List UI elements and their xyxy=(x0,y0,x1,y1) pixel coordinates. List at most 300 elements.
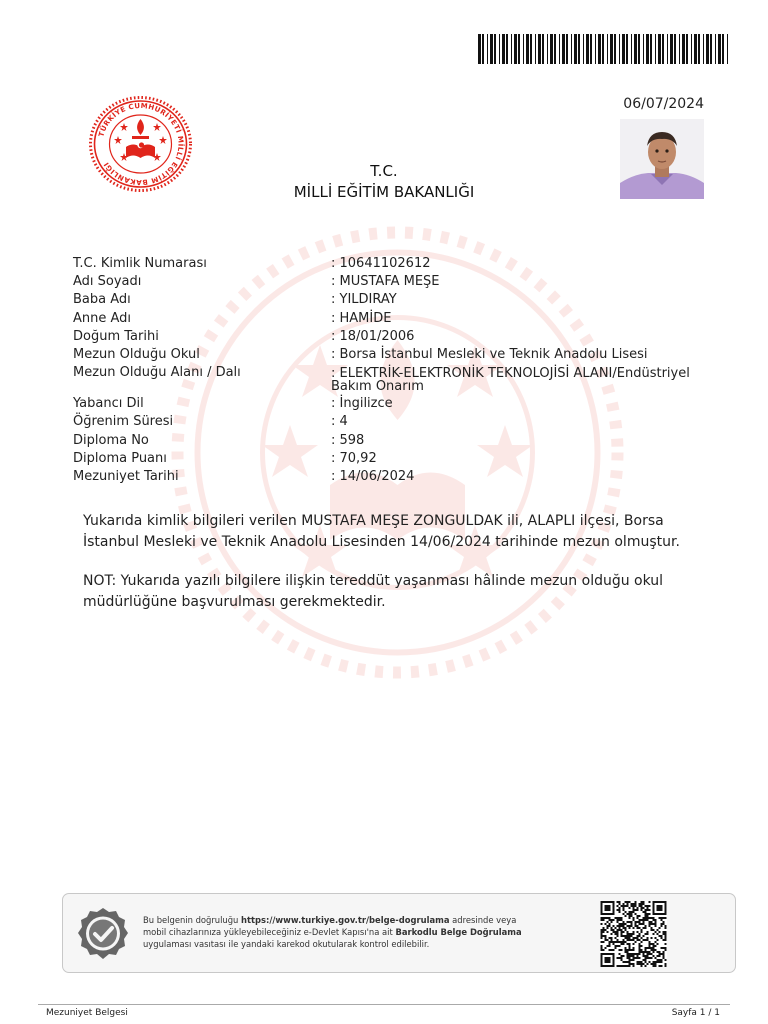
qr-module xyxy=(627,931,629,933)
qr-module xyxy=(643,921,645,923)
verification-qr-code[interactable] xyxy=(600,901,667,967)
qr-module xyxy=(633,903,635,905)
qr-module xyxy=(645,917,647,919)
qr-module xyxy=(665,949,667,951)
qr-module xyxy=(603,935,605,937)
qr-module xyxy=(659,927,661,929)
qr-module xyxy=(633,909,635,911)
qr-module xyxy=(617,931,619,933)
barcode-bar xyxy=(511,34,512,64)
qr-module xyxy=(651,923,653,925)
qr-module xyxy=(629,957,631,959)
verification-link[interactable]: https://www.turkiye.gov.tr/belge-dogrulama xyxy=(241,915,450,925)
qr-module xyxy=(655,963,657,965)
barcode-bar xyxy=(602,34,604,64)
qr-module xyxy=(623,903,625,905)
qr-module xyxy=(651,929,653,931)
qr-module xyxy=(641,937,643,939)
qr-module xyxy=(625,941,627,943)
qr-module xyxy=(621,941,623,943)
qr-module xyxy=(617,905,619,907)
qr-module xyxy=(633,943,635,945)
barcode-bar xyxy=(514,34,517,64)
qr-module xyxy=(655,931,657,933)
qr-module xyxy=(643,923,645,925)
qr-module xyxy=(611,927,613,929)
qr-module xyxy=(611,939,613,941)
qr-module xyxy=(627,953,629,955)
qr-module xyxy=(635,941,637,943)
qr-module xyxy=(633,931,635,933)
barcode-bar xyxy=(643,34,644,64)
qr-module xyxy=(645,961,647,963)
qr-module xyxy=(637,917,639,919)
qr-module xyxy=(645,933,647,935)
qr-module xyxy=(631,959,633,961)
qr-module xyxy=(623,961,625,963)
qr-module xyxy=(663,957,665,959)
info-label: Yabancı Dil xyxy=(73,396,144,412)
qr-module xyxy=(631,939,633,941)
qr-module xyxy=(625,937,627,939)
qr-module xyxy=(635,901,637,903)
barcode-bar xyxy=(574,34,577,64)
qr-module xyxy=(663,921,665,923)
qr-module xyxy=(637,935,639,937)
qr-module xyxy=(641,923,643,925)
qr-module xyxy=(605,939,607,941)
qr-module xyxy=(657,955,659,957)
qr-module xyxy=(649,909,651,911)
qr-module xyxy=(619,965,621,967)
qr-module xyxy=(659,953,661,955)
qr-module xyxy=(629,933,631,935)
barcode-bar xyxy=(499,34,500,64)
qr-module xyxy=(639,935,641,937)
qr-module xyxy=(653,929,655,931)
qr-module xyxy=(661,937,663,939)
qr-module xyxy=(643,953,645,955)
qr-module xyxy=(649,957,651,959)
barcode-bar xyxy=(607,34,608,64)
qr-module xyxy=(661,923,663,925)
qr-module xyxy=(657,905,663,911)
qr-module xyxy=(609,919,611,921)
info-value: : İngilizce xyxy=(331,396,393,412)
qr-module xyxy=(625,965,627,967)
qr-module xyxy=(637,909,639,911)
qr-module xyxy=(615,931,617,933)
qr-module xyxy=(655,945,657,947)
qr-module xyxy=(665,927,667,929)
qr-module xyxy=(605,917,607,919)
qr-module xyxy=(603,927,605,929)
qr-module xyxy=(613,931,615,933)
qr-module xyxy=(659,965,661,967)
info-value: : MUSTAFA MEŞE xyxy=(331,274,440,290)
qr-module xyxy=(607,927,609,929)
issue-date: 06/07/2024 xyxy=(623,96,704,112)
qr-module xyxy=(631,903,633,905)
info-value: : HAMİDE xyxy=(331,310,392,326)
document-header xyxy=(250,161,518,203)
qr-module xyxy=(653,949,655,951)
qr-module xyxy=(651,953,653,955)
qr-module xyxy=(607,939,609,941)
qr-module xyxy=(649,921,651,923)
qr-module xyxy=(623,923,625,925)
qr-module xyxy=(655,919,657,921)
qr-module xyxy=(643,951,645,953)
qr-module xyxy=(623,939,625,941)
qr-module xyxy=(607,917,609,919)
qr-module xyxy=(637,931,639,933)
qr-module xyxy=(637,937,639,939)
qr-module xyxy=(653,919,655,921)
barcode-bar xyxy=(571,34,572,64)
qr-module xyxy=(643,907,645,909)
qr-module xyxy=(601,937,603,939)
qr-module xyxy=(619,957,621,959)
qr-module xyxy=(619,907,621,909)
qr-module xyxy=(645,915,647,917)
qr-module xyxy=(605,923,607,925)
qr-module xyxy=(651,957,653,959)
qr-module xyxy=(611,921,613,923)
qr-module xyxy=(663,955,665,957)
qr-module xyxy=(625,929,627,931)
qr-module xyxy=(629,959,631,961)
qr-module xyxy=(627,933,629,935)
barcode-bar xyxy=(682,34,685,64)
qr-module xyxy=(625,915,627,917)
qr-module xyxy=(617,933,619,935)
qr-module xyxy=(615,945,617,947)
qr-module xyxy=(611,949,613,951)
qr-module xyxy=(655,949,657,951)
qr-module xyxy=(653,945,655,947)
qr-module xyxy=(627,961,629,963)
qr-module xyxy=(609,943,611,945)
info-label: Diploma No xyxy=(73,432,149,448)
footer-divider xyxy=(38,1004,730,1005)
info-row-adi-soyadi xyxy=(73,273,713,291)
qr-module xyxy=(663,923,665,925)
qr-module xyxy=(629,901,631,903)
qr-module xyxy=(613,943,615,945)
qr-module xyxy=(631,915,633,917)
qr-module xyxy=(653,955,655,957)
qr-module xyxy=(617,921,619,923)
barcode-bar xyxy=(598,34,601,64)
qr-module xyxy=(625,947,627,949)
info-row-diploma-puani xyxy=(73,450,713,468)
barcode-bar xyxy=(670,34,673,64)
qr-module xyxy=(641,965,643,967)
barcode-bar xyxy=(626,34,628,64)
qr-module xyxy=(627,925,629,927)
qr-module xyxy=(627,905,629,907)
qr-module xyxy=(639,923,641,925)
qr-module xyxy=(641,931,643,933)
barcode-bar xyxy=(619,34,620,64)
qr-module xyxy=(623,935,625,937)
qr-module xyxy=(643,935,645,937)
qr-module xyxy=(645,965,647,967)
qr-module xyxy=(645,919,647,921)
qr-module xyxy=(663,953,665,955)
qr-module xyxy=(635,921,637,923)
qr-module xyxy=(625,961,627,963)
qr-module xyxy=(633,919,635,921)
qr-module xyxy=(621,917,623,919)
qr-module xyxy=(647,937,649,939)
qr-module xyxy=(639,961,641,963)
qr-module xyxy=(645,911,647,913)
qr-module xyxy=(647,947,649,949)
qr-module xyxy=(641,961,643,963)
qr-module xyxy=(615,917,617,919)
qr-module xyxy=(633,955,635,957)
barcode-bar xyxy=(655,34,656,64)
qr-module xyxy=(631,921,633,923)
qr-module xyxy=(665,937,667,939)
barcode-bar xyxy=(614,34,616,64)
qr-module xyxy=(647,919,649,921)
barcode-bar xyxy=(490,34,493,64)
qr-module xyxy=(627,937,629,939)
qr-module xyxy=(615,941,617,943)
qr-module xyxy=(617,965,619,967)
qr-module xyxy=(665,947,667,949)
qr-module xyxy=(631,935,633,937)
graduation-statement: Yukarıda kimlik bilgileri verilen MUSTAFA MEŞE ZONGULDAK ili, ALAPLI ilçesi, Borsa İstanbul Mesleki ve Teknik Anadolu Lisesinden 14/06/2024 tarihinde mezun olmuştur. xyxy=(83,513,680,550)
qr-module xyxy=(639,943,641,945)
barcode-bar xyxy=(650,34,652,64)
qr-module xyxy=(623,925,625,927)
qr-module xyxy=(643,901,645,903)
qr-module xyxy=(665,943,667,945)
qr-module xyxy=(645,925,647,927)
qr-module xyxy=(605,947,607,949)
ministry-seal-logo xyxy=(88,95,193,193)
qr-module xyxy=(619,911,621,913)
qr-module xyxy=(633,947,635,949)
qr-module xyxy=(643,927,645,929)
qr-module xyxy=(657,959,659,961)
barcode-bar xyxy=(674,34,676,64)
qr-module xyxy=(621,933,623,935)
qr-module xyxy=(631,905,633,907)
qr-module xyxy=(605,905,611,911)
qr-module xyxy=(645,949,647,951)
barcode-bar xyxy=(482,34,484,64)
barcode-bar xyxy=(631,34,632,64)
qr-module xyxy=(639,921,641,923)
barcode-bar xyxy=(550,34,553,64)
barcode-bar xyxy=(542,34,544,64)
qr-module xyxy=(639,949,641,951)
qr-module xyxy=(649,951,651,953)
barcode-bar xyxy=(487,34,488,64)
qr-module xyxy=(663,931,665,933)
info-value: : 14/06/2024 xyxy=(331,469,415,485)
qr-module xyxy=(629,965,631,967)
qr-module xyxy=(613,919,615,921)
qr-module xyxy=(613,925,615,927)
qr-module xyxy=(613,941,615,943)
qr-module xyxy=(641,901,643,903)
qr-module xyxy=(659,961,661,963)
qr-module xyxy=(627,901,629,903)
qr-module xyxy=(631,913,633,915)
qr-module xyxy=(633,957,635,959)
qr-module xyxy=(663,933,665,935)
qr-module xyxy=(619,925,621,927)
qr-module xyxy=(645,927,647,929)
qr-module xyxy=(625,923,627,925)
barcode-bar xyxy=(727,34,728,64)
qr-module xyxy=(623,943,625,945)
barcode-bar xyxy=(554,34,556,64)
qr-module xyxy=(601,923,603,925)
qr-module xyxy=(657,951,659,953)
qr-module xyxy=(633,953,635,955)
barcode-bar xyxy=(518,34,520,64)
student-photo xyxy=(620,119,704,199)
qr-module xyxy=(665,939,667,941)
barcode-bar xyxy=(610,34,613,64)
qr-module xyxy=(643,903,645,905)
qr-module xyxy=(639,947,641,949)
qr-module xyxy=(639,933,641,935)
qr-module xyxy=(639,905,641,907)
qr-module xyxy=(661,935,663,937)
qr-module xyxy=(609,917,611,919)
barcode-bar xyxy=(506,34,508,64)
qr-module xyxy=(649,945,651,947)
info-value: : 4 xyxy=(331,414,348,430)
qr-module xyxy=(621,925,623,927)
qr-module xyxy=(617,925,619,927)
qr-module xyxy=(607,921,609,923)
qr-module xyxy=(625,935,627,937)
info-value: : 18/01/2006 xyxy=(331,328,415,344)
qr-module xyxy=(629,949,631,951)
qr-module xyxy=(633,933,635,935)
qr-module xyxy=(631,933,633,935)
qr-module xyxy=(641,929,643,931)
qr-module xyxy=(649,941,651,943)
qr-module xyxy=(653,923,655,925)
qr-module xyxy=(647,951,649,953)
info-row-mezuniyet-tarihi xyxy=(73,468,713,486)
barcode-bar xyxy=(595,34,596,64)
barcode-bar xyxy=(694,34,697,64)
qr-module xyxy=(621,935,623,937)
qr-module xyxy=(661,917,663,919)
qr-module xyxy=(645,957,647,959)
barcode-bar xyxy=(523,34,524,64)
qr-module xyxy=(627,949,629,951)
qr-module xyxy=(615,937,617,939)
qr-module xyxy=(629,939,631,941)
qr-module xyxy=(643,955,645,957)
qr-module xyxy=(641,941,643,943)
qr-module xyxy=(623,909,625,911)
qr-module xyxy=(611,937,613,939)
qr-module xyxy=(637,915,639,917)
info-value: : ELEKTRİK-ELEKTRONİK TEKNOLOJİSİ ALANI/Endüstriyel Bakım Onarım xyxy=(331,366,690,395)
qr-module xyxy=(617,939,619,941)
info-label: Mezun Olduğu Okul xyxy=(73,347,200,363)
qr-module xyxy=(625,927,627,929)
qr-module xyxy=(629,927,631,929)
qr-module xyxy=(629,963,631,965)
qr-module xyxy=(665,959,667,961)
barcode-bar xyxy=(559,34,560,64)
qr-module xyxy=(651,917,653,919)
qr-module xyxy=(635,913,637,915)
barcode-bar xyxy=(706,34,709,64)
qr-module xyxy=(629,945,631,947)
qr-module xyxy=(601,947,603,949)
qr-module xyxy=(647,953,649,955)
qr-module xyxy=(633,905,635,907)
qr-module xyxy=(649,925,651,927)
qr-module xyxy=(619,909,621,911)
barcode-bar xyxy=(578,34,580,64)
qr-module xyxy=(637,963,639,965)
qr-module xyxy=(631,949,633,951)
qr-module xyxy=(611,941,613,943)
qr-module xyxy=(611,919,613,921)
qr-module xyxy=(645,913,647,915)
qr-module xyxy=(609,937,611,939)
qr-module xyxy=(605,929,607,931)
qr-module xyxy=(645,959,647,961)
qr-module xyxy=(607,925,609,927)
qr-module xyxy=(603,929,605,931)
info-value: : 70,92 xyxy=(331,450,377,466)
qr-module xyxy=(629,925,631,927)
qr-module xyxy=(629,937,631,939)
qr-module xyxy=(649,947,651,949)
qr-module xyxy=(637,953,639,955)
qr-module xyxy=(633,959,635,961)
qr-module xyxy=(653,965,655,967)
qr-module xyxy=(651,963,653,965)
qr-module xyxy=(621,943,623,945)
document-barcode xyxy=(478,34,730,64)
qr-module xyxy=(609,941,611,943)
info-row-mezun-okul xyxy=(73,346,713,364)
qr-module xyxy=(655,965,657,967)
barcode-bar xyxy=(679,34,680,64)
info-value: : 598 xyxy=(331,432,365,448)
qr-module xyxy=(627,943,629,945)
qr-module xyxy=(615,947,617,949)
qr-module xyxy=(621,959,623,961)
qr-module xyxy=(639,915,641,917)
qr-module xyxy=(619,945,621,947)
qr-module xyxy=(645,947,647,949)
qr-module xyxy=(609,949,611,951)
qr-module xyxy=(635,925,637,927)
qr-module xyxy=(619,919,621,921)
qr-module xyxy=(623,927,625,929)
qr-module xyxy=(627,955,629,957)
